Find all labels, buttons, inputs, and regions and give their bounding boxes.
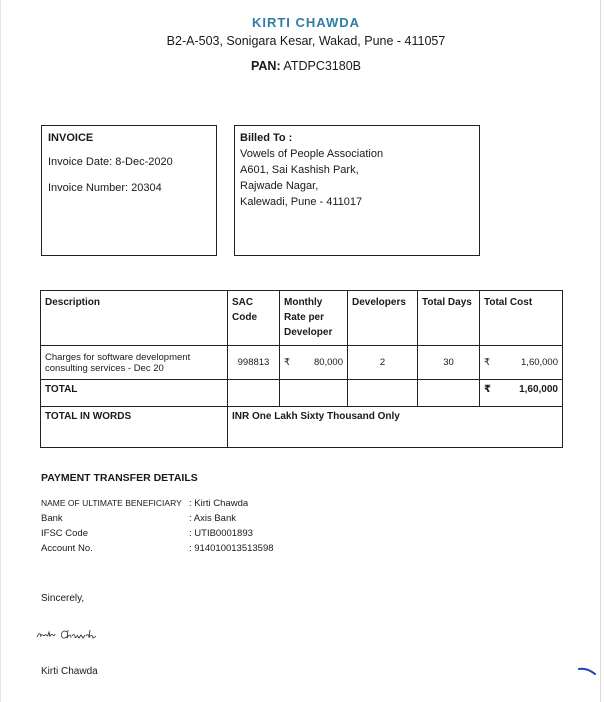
payment-label: Bank bbox=[41, 513, 63, 524]
payment-value: : Axis Bank bbox=[189, 513, 236, 524]
billed-to-line: A601, Sai Kashish Park, bbox=[240, 164, 359, 176]
header-description: Description bbox=[41, 291, 228, 346]
header-developers: Developers bbox=[348, 291, 418, 346]
pan-label: PAN: bbox=[250, 59, 281, 73]
signatory-name: Kirti Chawda bbox=[41, 666, 98, 677]
payment-details-title: PAYMENT TRANSFER DETAILS bbox=[41, 472, 198, 484]
payment-value: : 914010013513598 bbox=[189, 543, 274, 554]
item-rate-cell bbox=[280, 346, 348, 380]
issuer-name: KIRTI CHAWDA bbox=[251, 15, 361, 30]
item-rate: 80,000 bbox=[313, 357, 343, 368]
total-cost: 1,60,000 bbox=[519, 384, 558, 395]
total-in-words-label: TOTAL IN WORDS bbox=[41, 407, 228, 448]
item-cost-cell bbox=[480, 346, 563, 380]
pan-value: ATDPC3180B bbox=[283, 59, 362, 73]
billed-to-line: Vowels of People Association bbox=[240, 148, 384, 160]
item-description: Charges for software development consulting services - Dec 20 bbox=[41, 346, 228, 380]
header-total-cost: Total Cost bbox=[480, 291, 563, 346]
item-sac-code: 998813 bbox=[228, 346, 280, 380]
billed-to-line: Kalewadi, Pune - 411017 bbox=[240, 196, 363, 208]
payment-details bbox=[41, 496, 274, 556]
empty-cell bbox=[348, 380, 418, 407]
payment-label: IFSC Code bbox=[41, 528, 88, 539]
issuer-address: B2-A-503, Sonigara Kesar, Wakad, Pune - 411057 bbox=[166, 34, 446, 48]
item-days: 30 bbox=[418, 346, 480, 380]
total-in-words-value: INR One Lakh Sixty Thousand Only bbox=[228, 407, 563, 448]
billed-to-box bbox=[234, 125, 480, 256]
payment-row bbox=[41, 496, 274, 511]
item-developers: 2 bbox=[348, 346, 418, 380]
rupee-symbol: ₹ bbox=[484, 384, 491, 395]
invoice-items-table bbox=[40, 290, 563, 448]
payment-value: : Kirti Chawda bbox=[189, 498, 249, 509]
invoice-number: Invoice Number: 20304 bbox=[48, 182, 162, 194]
empty-cell bbox=[228, 380, 280, 407]
empty-cell bbox=[418, 380, 480, 407]
rupee-symbol: ₹ bbox=[284, 357, 291, 368]
total-cost-cell bbox=[480, 380, 563, 407]
payment-row bbox=[41, 526, 274, 541]
left-edge-line bbox=[0, 0, 1, 702]
right-edge-line bbox=[600, 0, 601, 702]
closing-sincerely: Sincerely, bbox=[41, 593, 85, 604]
total-in-words-row bbox=[41, 407, 563, 448]
header-total-days: Total Days bbox=[418, 291, 480, 346]
total-label: TOTAL bbox=[41, 380, 228, 407]
table-row bbox=[41, 346, 563, 380]
invoice-title: INVOICE bbox=[48, 132, 94, 144]
invoice-date: Invoice Date: 8-Dec-2020 bbox=[48, 156, 173, 168]
issuer-pan bbox=[0, 59, 604, 73]
payment-label: NAME OF ULTIMATE BENEFICIARY bbox=[41, 498, 182, 508]
header-monthly-rate: Monthly Rate per Developer bbox=[280, 291, 348, 346]
pen-mark bbox=[578, 666, 596, 676]
payment-value: : UTIB0001893 bbox=[189, 528, 253, 539]
empty-cell bbox=[280, 380, 348, 407]
rupee-symbol: ₹ bbox=[484, 357, 491, 368]
item-cost: 1,60,000 bbox=[521, 357, 558, 368]
handwritten-signature bbox=[36, 626, 106, 642]
billed-to-title: Billed To : bbox=[240, 132, 293, 144]
header-sac-code: SAC Code bbox=[228, 291, 280, 346]
payment-row bbox=[41, 541, 274, 556]
invoice-details-box bbox=[41, 125, 217, 256]
payment-label: Account No. bbox=[41, 543, 93, 554]
billed-to-line: Rajwade Nagar, bbox=[240, 180, 319, 192]
payment-row bbox=[41, 511, 274, 526]
total-row bbox=[41, 380, 563, 407]
table-header-row bbox=[41, 291, 563, 346]
